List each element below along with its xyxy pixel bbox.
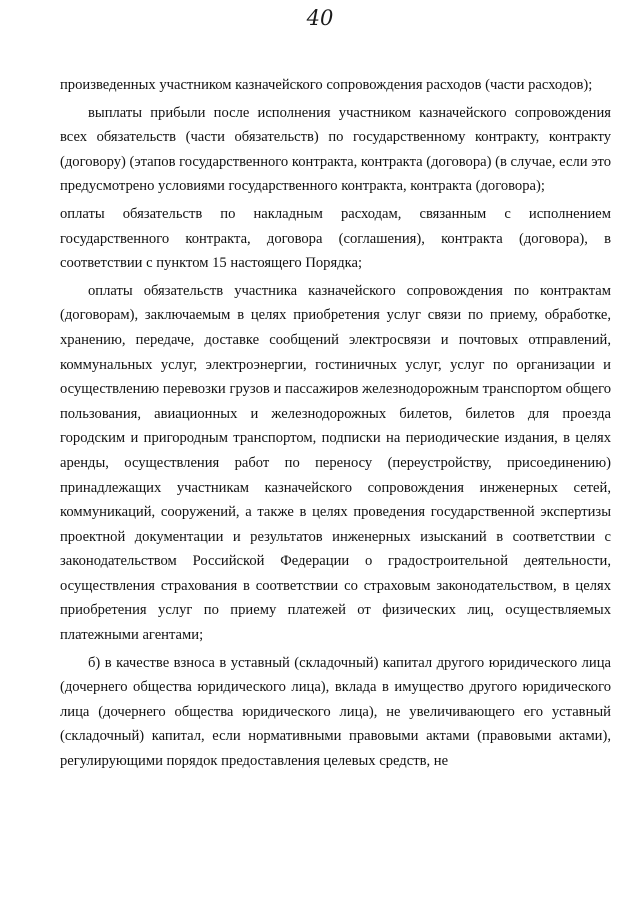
document-body [60,73,611,777]
paragraph-expenses-continuation: произведенных участником казначейского сопровождения расходов (части расходов); [60,77,593,93]
paragraph-contract-obligations: оплаты обязательств участника казначейского сопровождения по контрактам (договорам), заключаемым в целях приобретения услуг связи по приему, обработке, хранению, передаче, доставке сообщений электросвязи и почтовых отправлений, коммунальных услуг, электроэнергии, гостиничных услуг, услуг по организации и осуществлению перевозки грузов и пассажиров железнодорожным транспортом общего пользования, авиационных и железнодорожных билетов, билетов для проезда городским и пригородным транспортом, подписки на периодические издания, в целях аренды, осуществления работ по переносу (переустройству, присоединению) принадлежащих участникам казначейского сопровождения инженерных сетей, коммуникаций, сооружений, а также в целях проведения государственной экспертизы проектной документации и результатов инженерных изысканий в соответствии с законодательством Российской Федерации о градостроительной деятельности, осуществления страхования в соответствии со страховым законодательством, в целях приобретения услуг по приему платежей от физических лиц, осуществляемых платежными агентами; [60,282,611,644]
paragraph-overhead-payments: оплаты обязательств по накладным расходам, связанным с исполнением государственного контракта, договора (соглашения), контракта (договора), в соответствии с пунктом 15 настоящего Порядка; [60,205,611,272]
paragraph-profit-payments: выплаты прибыли после исполнения участником казначейского сопровождения всех обязательств (части обязательств) по государственному контракту, контракту (договору) (этапов государственного контракта, контракта (договора) (в случае, если это предусмотрено условиями государственного контракта, контракта (договора); [60,104,611,195]
page-number: 40 [306,6,334,30]
paragraph-item-b: б) в качестве взноса в уставный (складочный) капитал другого юридического лица (дочернего общества юридического лица), вклада в имущество другого юридического лица (дочернего общества юридического лица), не увеличивающего его уставный (складочный) капитал, если нормативными правовыми актами (правовыми актами), регулирующими порядок предоставления целевых средств, не [60,654,611,770]
